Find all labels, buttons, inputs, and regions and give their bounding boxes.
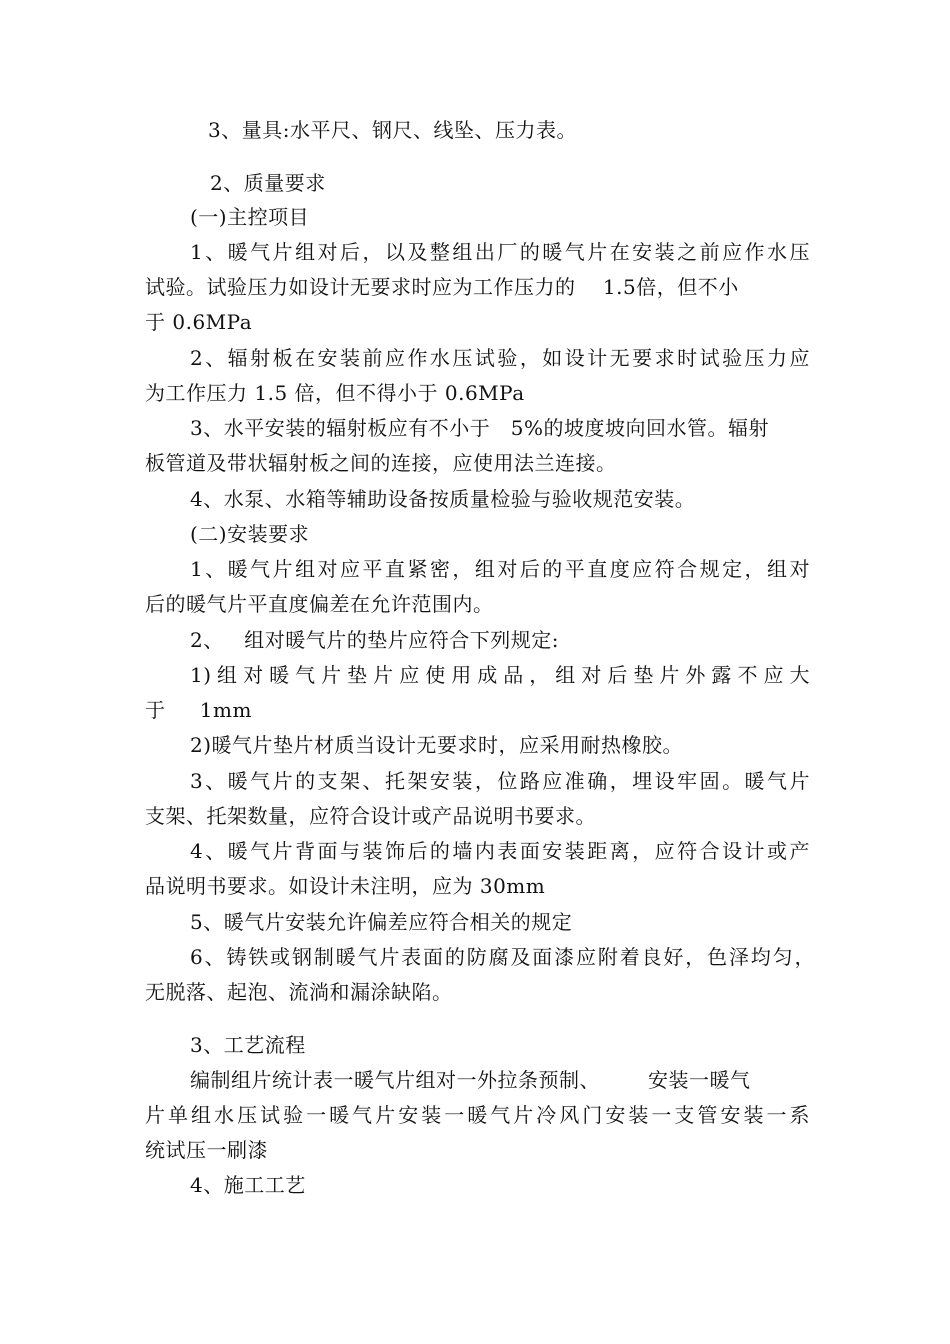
text-line: 品说明书要求。如设计未注明，应为 30mm bbox=[145, 874, 546, 898]
text-line: 4、暖气片背面与装饰后的墙内表面安装距离，应符合设计或产 bbox=[190, 839, 810, 863]
subsection-heading: (二)安装要求 bbox=[190, 522, 310, 546]
text-line: 为工作压力 1.5 倍，但不得小于 0.6MPa bbox=[145, 381, 525, 405]
text-line: 板管道及带状辐射板之间的连接，应使用法兰连接。 bbox=[145, 451, 617, 475]
text-line: 统试压一刷漆 bbox=[145, 1138, 268, 1162]
text-line: 编制组片统计表一暖气片组对一外拉条预制、 安装一暖气 bbox=[190, 1068, 751, 1092]
text-line: 于 1mm bbox=[145, 698, 252, 722]
text-line: 2、辐射板在安装前应作水压试验，如设计无要求时试验压力应 bbox=[190, 346, 810, 370]
text-line: 4、水泵、水箱等辅助设备按质量检验与验收规范安装。 bbox=[190, 487, 696, 511]
text-line: 2)暖气片垫片材质当设计无要求时，应采用耐热橡胶。 bbox=[190, 733, 684, 757]
text-line: 支架、托架数量，应符合设计或产品说明书要求。 bbox=[145, 804, 596, 828]
text-line: 1)组对暖气片垫片应使用成品，组对后垫片外露不应大 bbox=[190, 663, 810, 687]
text-line: 6、铸铁或钢制暖气片表面的防腐及面漆应附着良好，色泽均匀， bbox=[190, 945, 815, 969]
text-line: 5、暖气片安装允许偏差应符合相关的规定 bbox=[190, 910, 573, 934]
section-heading: 3、工艺流程 bbox=[190, 1033, 306, 1057]
section-heading: 2、质量要求 bbox=[210, 171, 326, 195]
subsection-heading: (一)主控项目 bbox=[190, 205, 310, 229]
text-line: 试验。试验压力如设计无要求时应为工作压力的 1.5倍，但不小 bbox=[145, 275, 739, 299]
section-heading: 4、施工工艺 bbox=[190, 1173, 306, 1197]
text-line: 2、 组对暖气片的垫片应符合下列规定: bbox=[190, 628, 560, 652]
text-line: 1、暖气片组对应平直紧密，组对后的平直度应符合规定，组对 bbox=[190, 557, 810, 581]
text-line: 3、水平安装的辐射板应有不小于 5%的坡度坡向回水管。辐射 bbox=[190, 416, 770, 440]
text-line: 3、量具:水平尺、钢尺、线坠、压力表。 bbox=[208, 118, 577, 142]
text-line: 1、暖气片组对后，以及整组出厂的暖气片在安装之前应作水压 bbox=[190, 240, 810, 264]
text-line: 3、暖气片的支架、托架安装，位路应准确，埋设牢固。暖气片 bbox=[190, 769, 810, 793]
text-line: 片单组水压试验一暖气片安装一暖气片冷风门安装一支管安装一系 bbox=[145, 1103, 810, 1127]
text-line: 于 0.6MPa bbox=[145, 310, 253, 334]
text-line: 后的暖气片平直度偏差在允许范围内。 bbox=[145, 592, 494, 616]
text-line: 无脱落、起泡、流淌和漏涂缺陷。 bbox=[145, 980, 453, 1004]
